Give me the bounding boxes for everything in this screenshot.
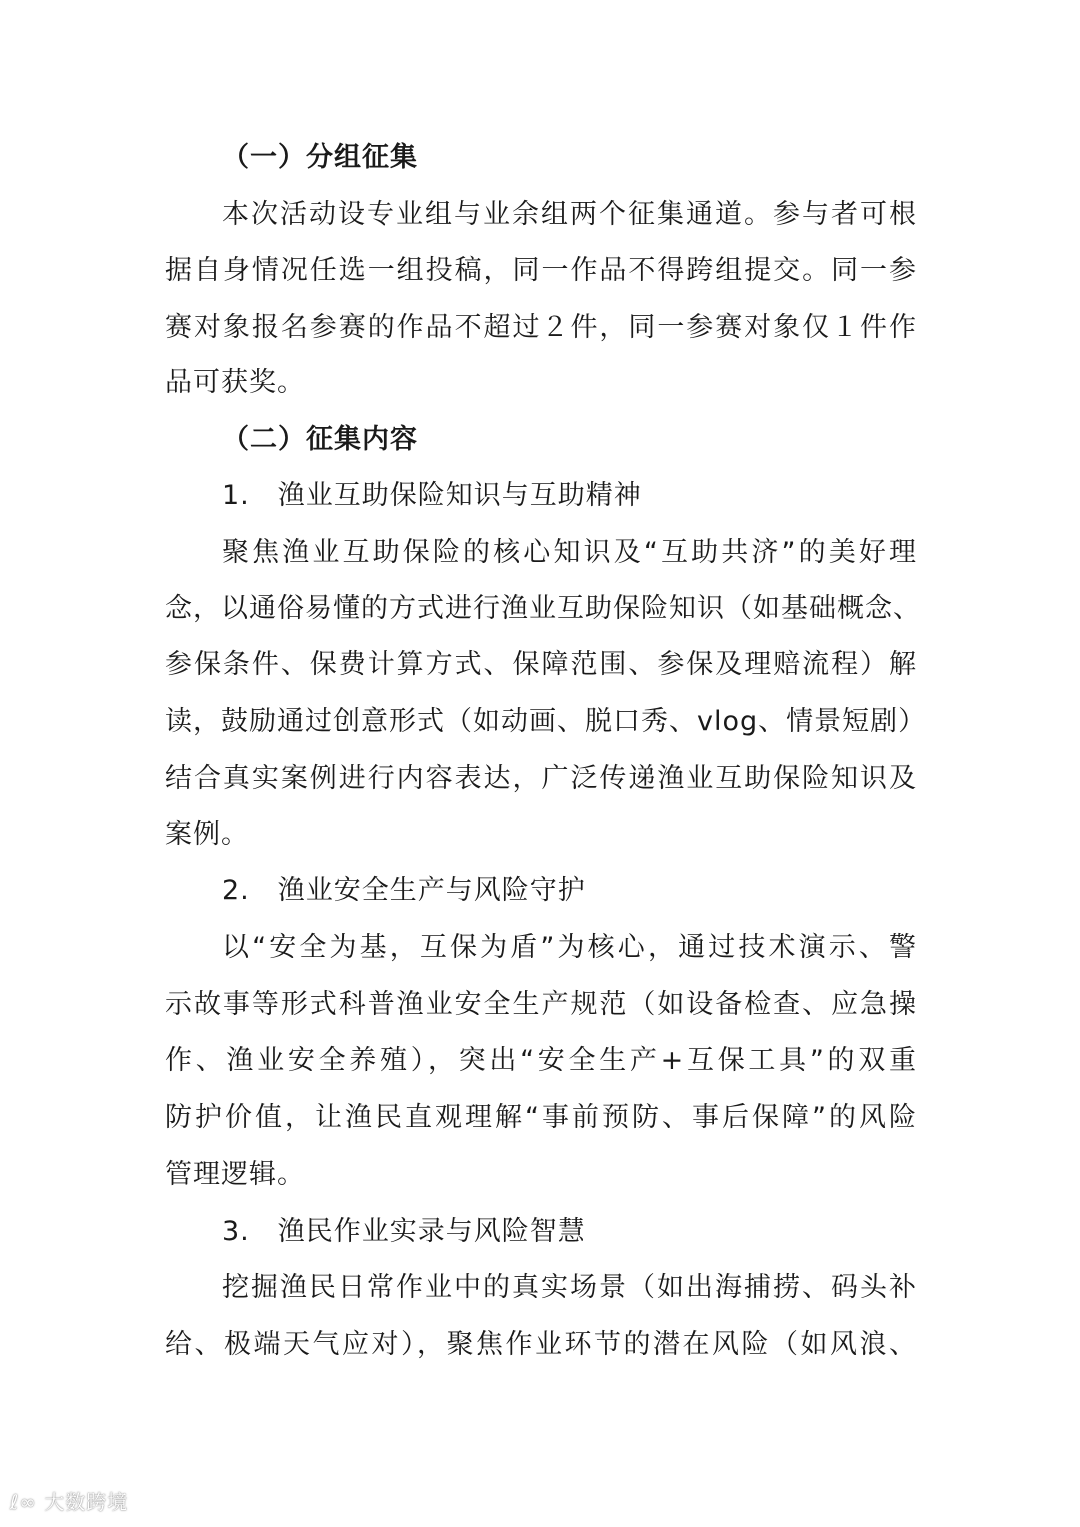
section-heading-1: （一）分组征集 bbox=[222, 142, 418, 173]
paragraph-line: 参保条件、保费计算方式、保障范围、参保及理赔流程）解 bbox=[165, 649, 917, 680]
paragraph-line: 赛对象报名参赛的作品不超过２件，同一参赛对象仅１件作 bbox=[165, 312, 917, 343]
paragraph-line: 读，鼓励通过创意形式（如动画、脱口秀、vlog、情景短剧） bbox=[165, 706, 927, 737]
paragraph-line: 防护价值，让渔民直观理解“事前预防、事后保障”的风险 bbox=[165, 1102, 917, 1133]
paragraph-line: 挖掘渔民日常作业中的真实场景（如出海捕捞、码头补 bbox=[222, 1272, 917, 1303]
paragraph-line: 示故事等形式科普渔业安全生产规范（如设备检查、应急操 bbox=[165, 989, 917, 1020]
paragraph-line: 案例。 bbox=[165, 819, 249, 850]
watermark-logo bbox=[10, 1486, 128, 1515]
section-heading-2: （二）征集内容 bbox=[222, 424, 418, 455]
paragraph-line: 结合真实案例进行内容表达，广泛传递渔业互助保险知识及 bbox=[165, 763, 917, 794]
item-title-1: 1. 渔业互助保险知识与互助精神 bbox=[222, 480, 642, 511]
paragraph-line: 给、极端天气应对），聚焦作业环节的潜在风险（如风浪、 bbox=[165, 1329, 917, 1360]
paragraph-line: 管理逻辑。 bbox=[165, 1159, 305, 1190]
paragraph-line: 聚焦渔业互助保险的核心知识及“互助共济”的美好理 bbox=[222, 537, 917, 568]
watermark-text: 大数跨境 bbox=[44, 1490, 129, 1514]
paragraph-line: 念，以通俗易懂的方式进行渔业互助保险知识（如基础概念、 bbox=[165, 593, 921, 624]
watermark-icon: ℓ∞ bbox=[10, 1490, 45, 1514]
item-title-3: 3. 渔民作业实录与风险智慧 bbox=[222, 1216, 586, 1247]
paragraph-line: 据自身情况任选一组投稿，同一作品不得跨组提交。同一参 bbox=[165, 255, 917, 286]
item-title-2: 2. 渔业安全生产与风险守护 bbox=[222, 875, 586, 906]
paragraph-line: 品可获奖。 bbox=[165, 367, 305, 398]
paragraph-line: 作、渔业安全养殖），突出“安全生产+互保工具”的双重 bbox=[165, 1045, 917, 1076]
paragraph-line: 以“安全为基，互保为盾”为核心，通过技术演示、警 bbox=[222, 932, 917, 963]
paragraph-line: 本次活动设专业组与业余组两个征集通道。参与者可根 bbox=[222, 199, 917, 230]
